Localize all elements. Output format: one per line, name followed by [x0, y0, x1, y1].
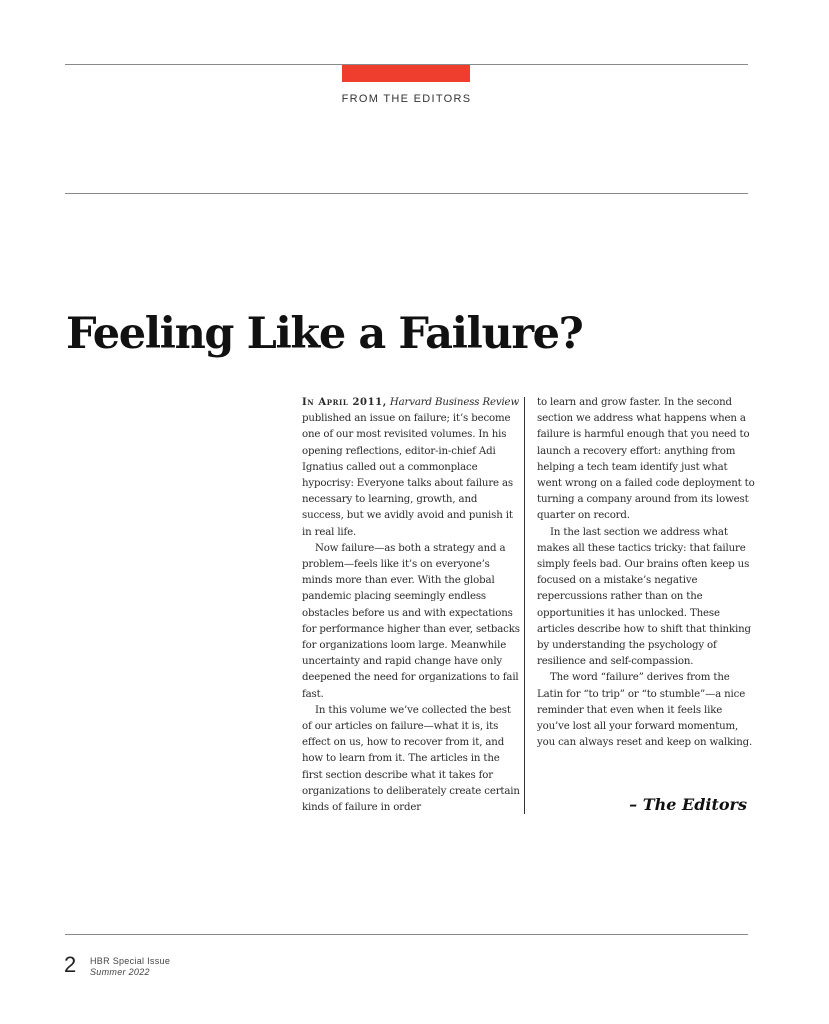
paragraph-1 [302, 395, 520, 541]
paragraph-2: Now failure—as both a strategy and a problem—feels like it’s on everyone’s minds more than ever. With the global pandemic placing seemingly endless obstacles before us and with expectations for performance higher than ever, setbacks for organizations loom large. Meanwhile uncertainty and rapid change have only deepened the need for organizations to fail fast. [302, 542, 520, 700]
article-column-right [537, 395, 755, 751]
publication-name: HBR Special Issue [90, 956, 171, 966]
paragraph-1-text: published an issue on failure; it’s become one of our most revisited volumes. In his opening reflections, editor-in-chief Adi Ignatius called out a commonplace hypocrisy: Everyone talks about failure as necessary to learning, growth, and success, but we avidly avoid and punish it in real life. [302, 413, 514, 538]
column-divider [524, 397, 525, 814]
paragraph-5: The word “failure” derives from the Latin for “to trip” or “to stumble”—a nice reminder that even when it feels like you’ve lost all your forward momentum, you can always reset and keep on walking. [537, 672, 753, 749]
magazine-name: Harvard Business Review [389, 397, 520, 408]
paragraph-4: In the last section we address what makes all these tactics tricky: that failure simply feels bad. Our brains often keep us focused on a mistake’s negative repercussions rather than on the opportunities it has unlocked. These articles describe how to shift that thinking by understanding the psychology of resilience and self-compassion. [537, 526, 751, 668]
lead-in: In April 2011, [302, 397, 387, 408]
paragraph-3-end: to learn and grow faster. In the second section we address what happens when a failure is harmful enough that you need to launch a recovery effort: anything from helping a tech team identify just what went wrong on a failed code deployment to turning a company around from its lowest quarter on record. [537, 397, 755, 522]
paragraph-3-start: In this volume we’ve collected the best of our articles on failure—what it is, its effect on us, how to recover from it, and how to learn from it. The articles in the first section describe what it takes for organizations to deliberately create certain kinds of failure in order [302, 704, 520, 814]
section-accent-bar [342, 65, 470, 82]
issue-date: Summer 2022 [90, 967, 150, 977]
footer-rule [65, 934, 748, 935]
page-number: 2 [64, 952, 77, 977]
header-divider [65, 193, 748, 194]
article-title: Feeling Like a Failure? [66, 309, 583, 359]
section-label: FROM THE EDITORS [341, 93, 472, 105]
footer-publication-info [90, 956, 170, 978]
editors-signature: – The Editors [629, 795, 747, 814]
article-column-left [302, 395, 520, 816]
